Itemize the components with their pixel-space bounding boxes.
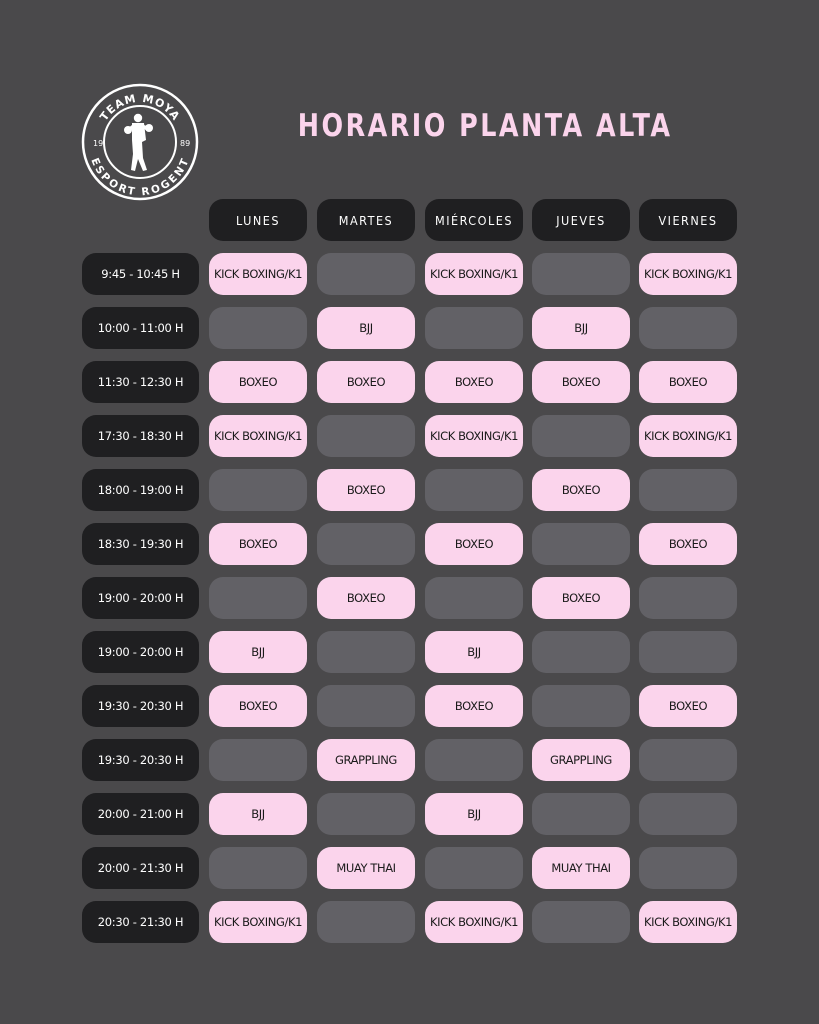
empty-cell <box>532 901 630 943</box>
class-cell: BOXEO <box>639 361 737 403</box>
day-header-4: VIERNES <box>639 199 737 241</box>
empty-cell <box>425 847 523 889</box>
time-slot: 9:45 - 10:45 H <box>82 253 199 295</box>
class-cell: KICK BOXING/K1 <box>639 901 737 943</box>
empty-cell <box>209 307 307 349</box>
empty-cell <box>639 307 737 349</box>
class-cell: GRAPPLING <box>317 739 415 781</box>
empty-cell <box>532 523 630 565</box>
class-cell: BOXEO <box>532 469 630 511</box>
schedule-row <box>0 847 819 889</box>
class-cell: KICK BOXING/K1 <box>425 901 523 943</box>
empty-cell <box>532 415 630 457</box>
class-cell: GRAPPLING <box>532 739 630 781</box>
empty-cell <box>317 415 415 457</box>
time-slot: 18:00 - 19:00 H <box>82 469 199 511</box>
class-cell: BOXEO <box>317 469 415 511</box>
time-slot: 18:30 - 19:30 H <box>82 523 199 565</box>
schedule-row <box>0 739 819 781</box>
empty-cell <box>317 253 415 295</box>
empty-cell <box>425 577 523 619</box>
empty-cell <box>639 469 737 511</box>
schedule-row <box>0 793 819 835</box>
time-slot: 19:30 - 20:30 H <box>82 739 199 781</box>
class-cell: BJJ <box>209 631 307 673</box>
day-header-1: MARTES <box>317 199 415 241</box>
day-header-0: LUNES <box>209 199 307 241</box>
class-cell: BJJ <box>425 631 523 673</box>
empty-cell <box>425 739 523 781</box>
empty-cell <box>639 847 737 889</box>
class-cell: BOXEO <box>532 577 630 619</box>
time-slot: 19:00 - 20:00 H <box>82 631 199 673</box>
empty-cell <box>639 631 737 673</box>
logo-bottom-text: ESPORT ROGENT <box>88 156 192 199</box>
day-header-row <box>0 199 819 241</box>
empty-cell <box>639 577 737 619</box>
class-cell: BOXEO <box>639 523 737 565</box>
schedule-row <box>0 307 819 349</box>
schedule-row <box>0 577 819 619</box>
empty-cell <box>317 685 415 727</box>
team-moya-logo <box>80 82 200 202</box>
class-cell: KICK BOXING/K1 <box>639 415 737 457</box>
day-header-2: MIÉRCOLES <box>425 199 523 241</box>
class-cell: BJJ <box>425 793 523 835</box>
schedule-row <box>0 901 819 943</box>
empty-cell <box>317 793 415 835</box>
class-cell: BOXEO <box>639 685 737 727</box>
empty-cell <box>532 685 630 727</box>
logo-top-text: TEAM MOYA <box>97 91 183 124</box>
day-header-3: JUEVES <box>532 199 630 241</box>
schedule-row <box>0 523 819 565</box>
class-cell: BOXEO <box>425 361 523 403</box>
class-cell: BJJ <box>209 793 307 835</box>
class-cell: BOXEO <box>209 685 307 727</box>
time-slot: 17:30 - 18:30 H <box>82 415 199 457</box>
empty-cell <box>532 793 630 835</box>
schedule-row <box>0 685 819 727</box>
logo-year-left: 19 <box>93 139 104 148</box>
class-cell: BOXEO <box>532 361 630 403</box>
empty-cell <box>425 307 523 349</box>
class-cell: BJJ <box>317 307 415 349</box>
time-slot: 20:00 - 21:00 H <box>82 793 199 835</box>
empty-cell <box>317 523 415 565</box>
time-slot: 11:30 - 12:30 H <box>82 361 199 403</box>
class-cell: KICK BOXING/K1 <box>425 253 523 295</box>
empty-cell <box>209 469 307 511</box>
schedule-row <box>0 631 819 673</box>
class-cell: BOXEO <box>209 361 307 403</box>
time-slot: 19:00 - 20:00 H <box>82 577 199 619</box>
schedule-row <box>0 361 819 403</box>
time-slot: 19:30 - 20:30 H <box>82 685 199 727</box>
time-slot: 10:00 - 11:00 H <box>82 307 199 349</box>
schedule-row <box>0 253 819 295</box>
class-cell: BOXEO <box>209 523 307 565</box>
schedule-row <box>0 415 819 457</box>
empty-cell <box>425 469 523 511</box>
class-cell: BOXEO <box>317 577 415 619</box>
class-cell: BOXEO <box>425 523 523 565</box>
class-cell: BOXEO <box>425 685 523 727</box>
class-cell: KICK BOXING/K1 <box>639 253 737 295</box>
empty-cell <box>209 739 307 781</box>
class-cell: KICK BOXING/K1 <box>209 901 307 943</box>
class-cell: BJJ <box>532 307 630 349</box>
empty-cell <box>639 793 737 835</box>
empty-cell <box>317 901 415 943</box>
class-cell: MUAY THAI <box>532 847 630 889</box>
empty-cell <box>532 253 630 295</box>
empty-cell <box>639 739 737 781</box>
boxer-silhouette-icon <box>124 114 153 171</box>
time-slot: 20:30 - 21:30 H <box>82 901 199 943</box>
page-title: HORARIO PLANTA ALTA <box>297 108 673 144</box>
empty-cell <box>209 847 307 889</box>
class-cell: BOXEO <box>317 361 415 403</box>
class-cell: KICK BOXING/K1 <box>425 415 523 457</box>
class-cell: KICK BOXING/K1 <box>209 253 307 295</box>
empty-cell <box>532 631 630 673</box>
logo-year-right: 89 <box>180 139 191 148</box>
empty-cell <box>317 631 415 673</box>
time-slot: 20:00 - 21:30 H <box>82 847 199 889</box>
schedule-grid <box>0 253 819 955</box>
empty-cell <box>209 577 307 619</box>
schedule-row <box>0 469 819 511</box>
class-cell: KICK BOXING/K1 <box>209 415 307 457</box>
class-cell: MUAY THAI <box>317 847 415 889</box>
